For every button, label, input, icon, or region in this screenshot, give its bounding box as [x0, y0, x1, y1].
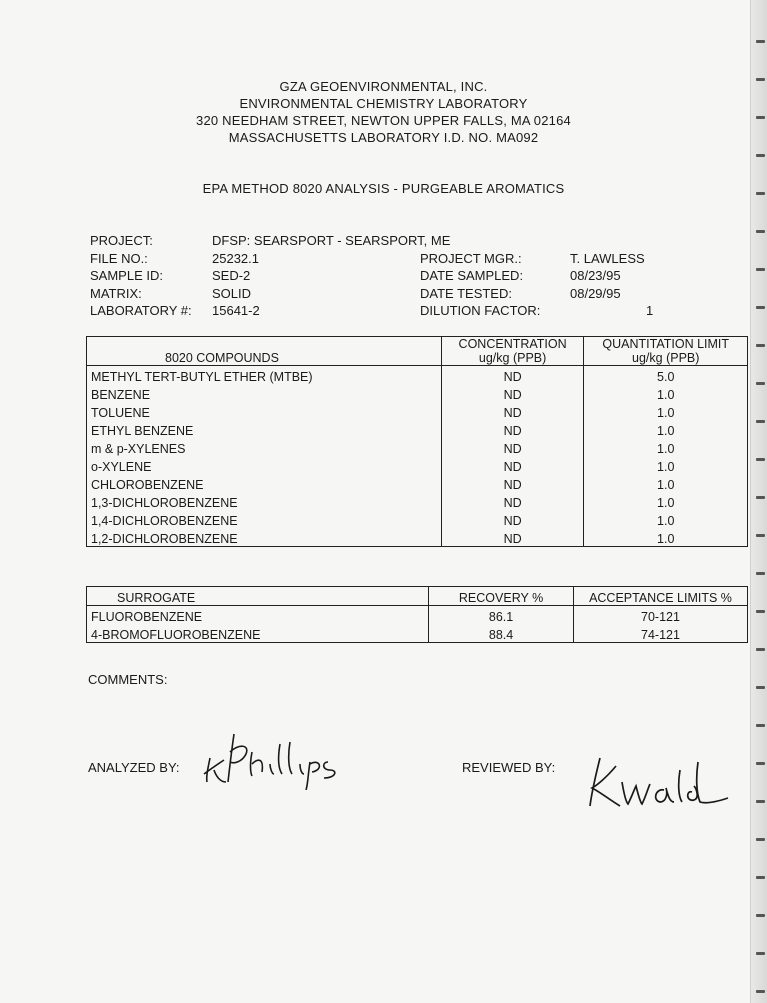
col-concentration	[441, 337, 584, 366]
project-value: DFSP: SEARSPORT - SEARSPORT, ME	[212, 233, 451, 248]
compounds-table	[86, 336, 748, 547]
table-row	[87, 402, 748, 420]
col-compounds: 8020 COMPOUNDS	[87, 337, 442, 366]
dilution-label: DILUTION FACTOR:	[420, 303, 541, 318]
compounds-header-row	[87, 337, 748, 366]
compound-conc: ND	[441, 438, 584, 456]
compound-conc: ND	[441, 456, 584, 474]
surrogate-name: 4-BROMOFLUOROBENZENE	[87, 624, 429, 643]
surrogate-table	[86, 586, 748, 643]
compound-conc: ND	[441, 492, 584, 510]
date-tested-label: DATE TESTED:	[420, 286, 512, 301]
table-row	[87, 456, 748, 474]
matrix-value: SOLID	[212, 286, 252, 301]
table-row	[87, 384, 748, 402]
analyzed-signature-image	[198, 724, 363, 790]
lab-department: ENVIRONMENTAL CHEMISTRY LABORATORY	[239, 96, 528, 111]
compound-conc: ND	[441, 474, 584, 492]
reviewed-signature-image	[582, 752, 732, 814]
analyzed-by-label: ANALYZED BY:	[88, 760, 180, 775]
col-concentration-line1: CONCENTRATION	[458, 337, 567, 351]
compound-limit: 1.0	[657, 460, 675, 474]
surrogate-limits: 70-121	[641, 610, 680, 624]
compound-limit: 1.0	[657, 406, 675, 420]
table-row	[87, 420, 748, 438]
compound-conc: ND	[441, 528, 584, 547]
col-quant-limit	[584, 337, 748, 366]
compound-name: BENZENE	[87, 384, 442, 402]
surrogate-header-row	[87, 587, 748, 606]
compound-conc: ND	[441, 384, 584, 402]
table-row	[87, 624, 748, 643]
lab-number-value: 15641-2	[212, 303, 260, 318]
compound-limit: 1.0	[657, 478, 675, 492]
lab-id: MASSACHUSETTS LABORATORY I.D. NO. MA092	[228, 130, 539, 145]
spiral-binding	[750, 0, 767, 1003]
surrogate-recovery: 88.4	[429, 624, 574, 643]
project-label: PROJECT:	[90, 233, 153, 248]
compound-limit: 1.0	[657, 496, 675, 510]
table-row	[87, 366, 748, 385]
col-acceptance-limits: ACCEPTANCE LIMITS %	[574, 587, 748, 606]
table-row	[87, 606, 748, 625]
compound-name: CHLOROBENZENE	[87, 474, 442, 492]
reviewed-by-label: REVIEWED BY:	[462, 760, 556, 775]
col-concentration-line2: ug/kg (PPB)	[478, 351, 547, 365]
sample-label: SAMPLE ID:	[90, 268, 163, 283]
mgr-value: T. LAWLESS	[570, 251, 645, 266]
lab-number-label: LABORATORY #:	[90, 303, 192, 318]
file-label: FILE NO.:	[90, 251, 148, 266]
mgr-label: PROJECT MGR.:	[420, 251, 522, 266]
comments-label: COMMENTS:	[88, 672, 168, 687]
sample-value: SED-2	[212, 268, 251, 283]
compound-name: o-XYLENE	[87, 456, 442, 474]
table-row	[87, 474, 748, 492]
compound-conc: ND	[441, 420, 584, 438]
file-value: 25232.1	[212, 251, 259, 266]
table-row	[87, 528, 748, 547]
matrix-label: MATRIX:	[90, 286, 142, 301]
col-quant-limit-line2: ug/kg (PPB)	[632, 351, 700, 365]
compound-name: 1,3-DICHLOROBENZENE	[87, 492, 442, 510]
compound-limit: 1.0	[657, 532, 675, 546]
lab-name: GZA GEOENVIRONMENTAL, INC.	[279, 79, 488, 94]
compound-conc: ND	[441, 402, 584, 420]
date-tested-value: 08/29/95	[570, 286, 621, 301]
compound-name: ETHYL BENZENE	[87, 420, 442, 438]
compound-conc: ND	[441, 366, 584, 385]
lab-address: 320 NEEDHAM STREET, NEWTON UPPER FALLS, MA 02164	[196, 113, 571, 128]
col-recovery: RECOVERY %	[429, 587, 574, 606]
table-row	[87, 492, 748, 510]
compound-conc: ND	[441, 510, 584, 528]
compound-name: 1,4-DICHLOROBENZENE	[87, 510, 442, 528]
date-sampled-value: 08/23/95	[570, 268, 621, 283]
compound-limit: 1.0	[657, 442, 675, 456]
col-surrogate: SURROGATE	[87, 587, 429, 606]
table-row	[87, 510, 748, 528]
surrogate-recovery: 86.1	[429, 606, 574, 625]
col-quant-limit-line1: QUANTITATION LIMIT	[602, 337, 730, 351]
date-sampled-label: DATE SAMPLED:	[420, 268, 524, 283]
compound-name: METHYL TERT-BUTYL ETHER (MTBE)	[87, 366, 442, 385]
compound-name: m & p-XYLENES	[87, 438, 442, 456]
table-row	[87, 438, 748, 456]
surrogate-name: FLUOROBENZENE	[87, 606, 429, 625]
compound-limit: 5.0	[657, 370, 675, 384]
compound-name: TOLUENE	[87, 402, 442, 420]
compound-limit: 1.0	[657, 514, 675, 528]
method-title: EPA METHOD 8020 ANALYSIS - PURGEABLE AROMATICS	[202, 181, 565, 196]
compound-name: 1,2-DICHLOROBENZENE	[87, 528, 442, 547]
dilution-value: 1	[646, 303, 654, 318]
surrogate-limits: 74-121	[641, 628, 680, 642]
compound-limit: 1.0	[657, 388, 675, 402]
compound-limit: 1.0	[657, 424, 675, 438]
